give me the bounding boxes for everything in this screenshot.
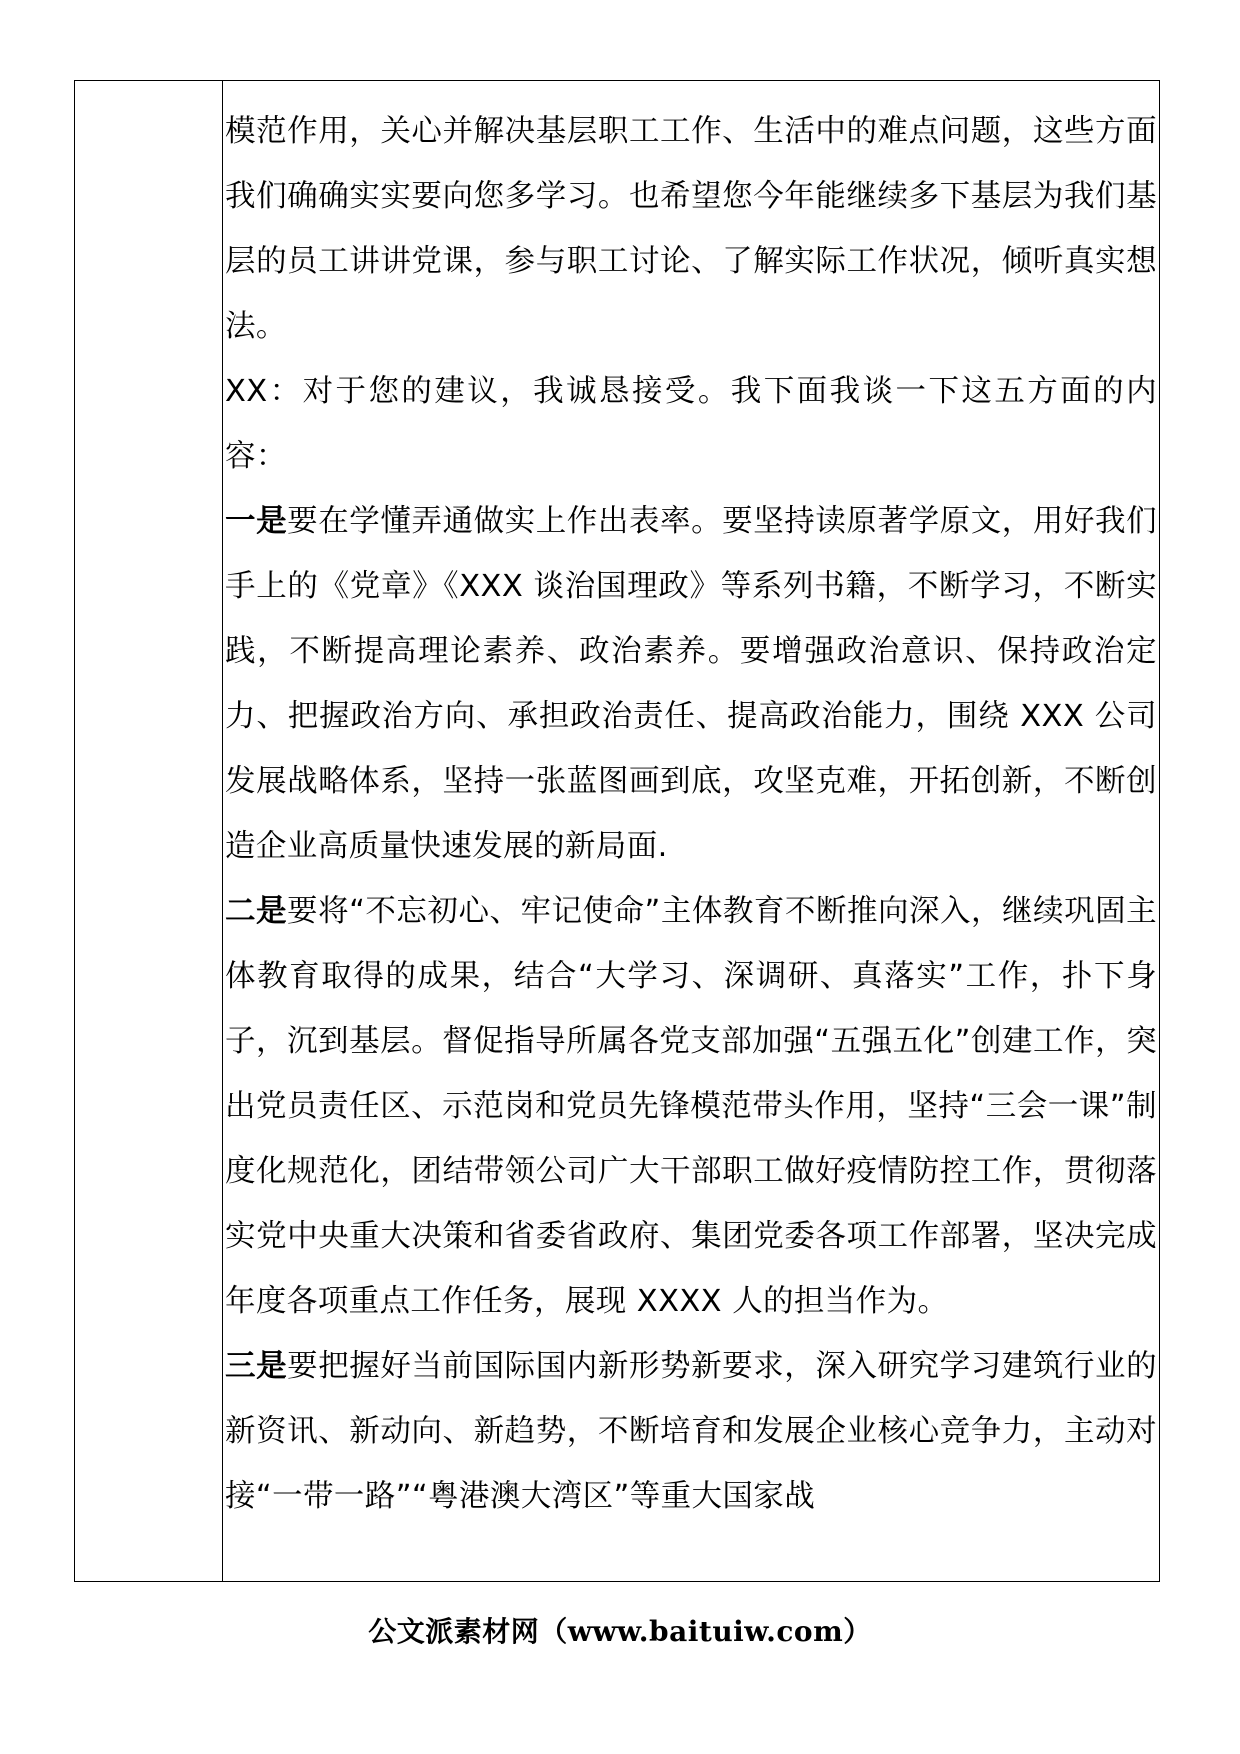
paragraph-text: XX：对于您的建议，我诚恳接受。我下面我谈一下这五方面的内容：	[225, 374, 1157, 474]
paragraph-lead: 一是	[225, 504, 288, 539]
paragraph-point-one	[225, 489, 1157, 879]
paragraph-lead: 三是	[225, 1349, 288, 1384]
paragraph-text: 模范作用，关心并解决基层职工工作、生活中的难点问题，这些方面我们确确实实要向您多学习。也希望您今年能继续多下基层为我们基层的员工讲讲党课，参与职工讨论、了解实际工作状况，倾听真实想法。	[225, 114, 1157, 344]
footer-watermark: 公文派素材网（www.baituiw.com）	[368, 1615, 872, 1648]
paragraph-text: 要将“不忘初心、牢记使命”主体教育不断推向深入，继续巩固主体教育取得的成果，结合“大学习、深调研、真落实”工作，扑下身子，沉到基层。督促指导所属各党支部加强“五强五化”创建工作，突出党员责任区、示范岗和党员先锋模范带头作用，坚持“三会一课”制度化规范化，团结带领公司广大干部职工做好疫情防控工作，贯彻落实党中央重大决策和省委省政府、集团党委各项工作部署，坚决完成年度各项重点工作任务，展现 XXXX 人的担当作为。	[225, 894, 1157, 1319]
paragraph-text: 要把握好当前国际国内新形势新要求，深入研究学习建筑行业的新资讯、新动向、新趋势，不断培育和发展企业核心竞争力，主动对接“一带一路”“粤港澳大湾区”等重大国家战	[225, 1349, 1157, 1514]
table-content-cell	[223, 81, 1159, 1581]
paragraph-point-three	[225, 1334, 1157, 1529]
table-left-cell	[75, 81, 223, 1581]
paragraph-text: 要在学懂弄通做实上作出表率。要坚持读原著学原文，用好我们手上的《党章》《XXX 谈治国理政》等系列书籍，不断学习，不断实践，不断提高理论素养、政治素养。要增强政治意识、保持政治定力、把握政治方向、承担政治责任、提高政治能力，围绕 XXX 公司发展战略体系，坚持一张蓝图画到底，攻坚克难，开拓创新，不断创造企业高质量快速发展的新局面.	[225, 504, 1157, 864]
paragraph-continuation	[225, 99, 1157, 359]
document-table	[74, 80, 1160, 1582]
paragraph-reply	[225, 359, 1157, 489]
paragraph-point-two	[225, 879, 1157, 1334]
paragraph-lead: 二是	[225, 894, 288, 929]
